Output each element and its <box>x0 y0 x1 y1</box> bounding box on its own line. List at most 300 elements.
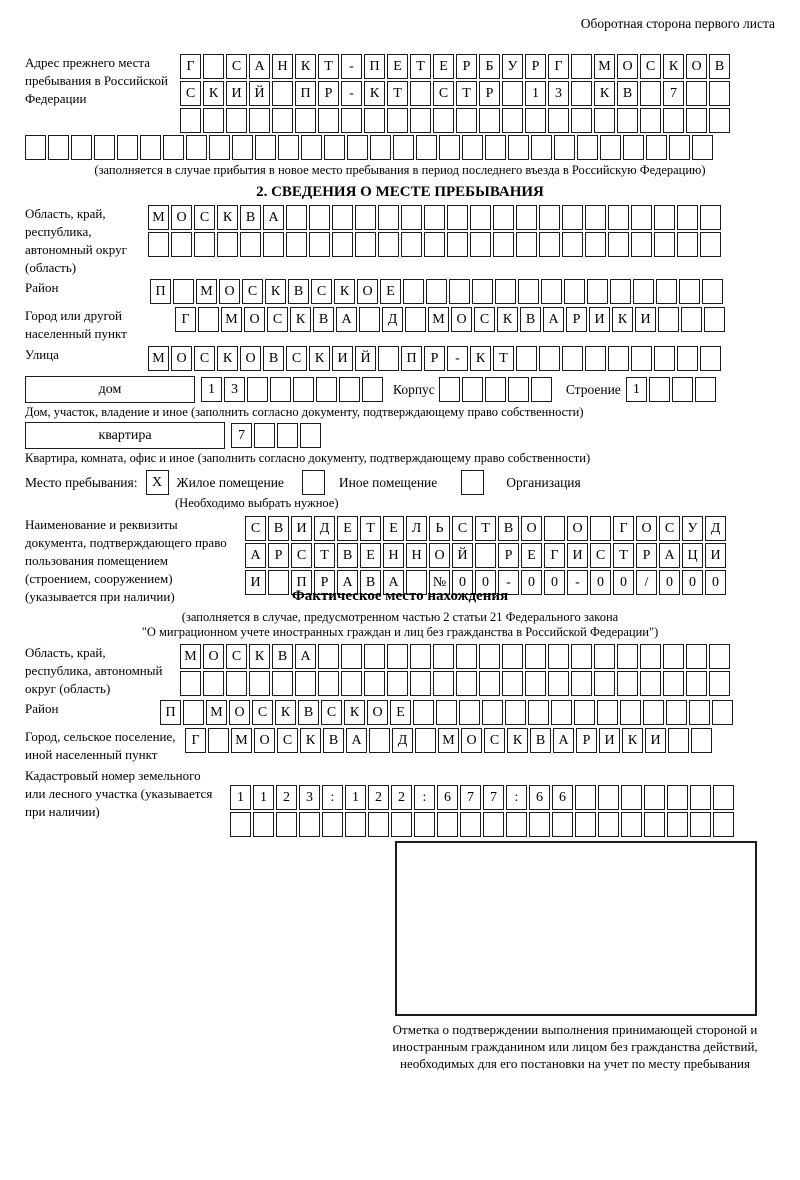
char-cell[interactable] <box>548 108 569 133</box>
char-cell[interactable]: У <box>502 54 523 79</box>
char-cell[interactable] <box>415 728 436 753</box>
char-cell[interactable] <box>460 812 481 837</box>
char-cell[interactable] <box>437 812 458 837</box>
char-cell[interactable] <box>600 135 621 160</box>
char-cell[interactable]: : <box>322 785 343 810</box>
char-cell[interactable]: С <box>321 700 342 725</box>
char-cell[interactable]: Д <box>392 728 413 753</box>
char-cell[interactable] <box>539 346 560 371</box>
char-cell[interactable] <box>405 307 426 332</box>
char-cell[interactable] <box>413 700 434 725</box>
char-cell[interactable]: С <box>267 307 288 332</box>
char-cell[interactable] <box>203 108 224 133</box>
char-cell[interactable] <box>633 279 654 304</box>
char-cell[interactable]: А <box>346 728 367 753</box>
char-cell[interactable] <box>286 232 307 257</box>
char-cell[interactable] <box>668 728 689 753</box>
char-cell[interactable] <box>300 423 321 448</box>
char-cell[interactable]: К <box>470 346 491 371</box>
char-cell[interactable] <box>529 812 550 837</box>
char-cell[interactable]: И <box>567 543 588 568</box>
char-cell[interactable] <box>240 232 261 257</box>
char-cell[interactable]: Г <box>613 516 634 541</box>
char-cell[interactable] <box>272 671 293 696</box>
char-cell[interactable] <box>525 671 546 696</box>
char-cell[interactable]: Г <box>180 54 201 79</box>
char-cell[interactable]: И <box>599 728 620 753</box>
char-cell[interactable] <box>410 108 431 133</box>
char-cell[interactable]: В <box>337 543 358 568</box>
char-cell[interactable] <box>594 644 615 669</box>
char-cell[interactable] <box>585 232 606 257</box>
char-cell[interactable]: И <box>705 543 726 568</box>
char-cell[interactable]: 1 <box>345 785 366 810</box>
char-cell[interactable] <box>686 671 707 696</box>
char-cell[interactable] <box>247 377 268 402</box>
char-cell[interactable] <box>483 812 504 837</box>
char-cell[interactable] <box>270 377 291 402</box>
char-cell[interactable]: Е <box>360 543 381 568</box>
char-cell[interactable]: 3 <box>299 785 320 810</box>
char-cell[interactable] <box>209 135 230 160</box>
char-cell[interactable] <box>544 516 565 541</box>
char-cell[interactable] <box>117 135 138 160</box>
char-cell[interactable]: / <box>636 570 657 595</box>
char-cell[interactable]: В <box>498 516 519 541</box>
char-cell[interactable] <box>502 644 523 669</box>
char-cell[interactable] <box>663 644 684 669</box>
char-cell[interactable]: Р <box>636 543 657 568</box>
char-cell[interactable]: Г <box>548 54 569 79</box>
char-cell[interactable] <box>709 644 730 669</box>
char-cell[interactable] <box>433 644 454 669</box>
char-cell[interactable]: Г <box>175 307 196 332</box>
char-cell[interactable] <box>378 205 399 230</box>
char-cell[interactable] <box>369 728 390 753</box>
char-cell[interactable] <box>479 108 500 133</box>
char-cell[interactable]: Т <box>410 54 431 79</box>
char-cell[interactable] <box>355 232 376 257</box>
char-cell[interactable]: Е <box>380 279 401 304</box>
char-cell[interactable]: Й <box>355 346 376 371</box>
char-cell[interactable] <box>617 644 638 669</box>
char-cell[interactable] <box>516 346 537 371</box>
char-cell[interactable] <box>378 232 399 257</box>
char-cell[interactable] <box>554 135 575 160</box>
char-cell[interactable]: М <box>428 307 449 332</box>
char-cell[interactable] <box>309 205 330 230</box>
char-cell[interactable] <box>180 108 201 133</box>
char-cell[interactable]: К <box>334 279 355 304</box>
char-cell[interactable]: О <box>219 279 240 304</box>
char-cell[interactable] <box>324 135 345 160</box>
char-cell[interactable] <box>562 346 583 371</box>
char-cell[interactable]: Е <box>390 700 411 725</box>
char-cell[interactable] <box>502 81 523 106</box>
char-cell[interactable] <box>702 279 723 304</box>
char-cell[interactable]: С <box>226 54 247 79</box>
char-cell[interactable] <box>449 279 470 304</box>
char-cell[interactable] <box>571 108 592 133</box>
char-cell[interactable]: Т <box>475 516 496 541</box>
char-cell[interactable] <box>644 812 665 837</box>
char-cell[interactable]: М <box>180 644 201 669</box>
char-cell[interactable] <box>254 423 275 448</box>
char-cell[interactable]: Т <box>493 346 514 371</box>
char-cell[interactable] <box>433 671 454 696</box>
char-cell[interactable]: М <box>221 307 242 332</box>
char-cell[interactable] <box>562 232 583 257</box>
char-cell[interactable]: 7 <box>460 785 481 810</box>
char-cell[interactable] <box>617 671 638 696</box>
char-cell[interactable]: Ь <box>429 516 450 541</box>
char-cell[interactable]: Б <box>479 54 500 79</box>
char-cell[interactable]: Е <box>337 516 358 541</box>
char-cell[interactable]: А <box>336 307 357 332</box>
char-cell[interactable]: Е <box>387 54 408 79</box>
char-cell[interactable] <box>709 81 730 106</box>
char-cell[interactable]: 6 <box>552 785 573 810</box>
char-cell[interactable]: 0 <box>705 570 726 595</box>
char-cell[interactable]: 0 <box>682 570 703 595</box>
char-cell[interactable]: К <box>507 728 528 753</box>
char-cell[interactable] <box>25 135 46 160</box>
char-cell[interactable] <box>322 812 343 837</box>
char-cell[interactable] <box>505 700 526 725</box>
char-cell[interactable]: П <box>160 700 181 725</box>
char-cell[interactable]: Й <box>452 543 473 568</box>
char-cell[interactable]: 1 <box>525 81 546 106</box>
char-cell[interactable] <box>163 135 184 160</box>
char-cell[interactable] <box>71 135 92 160</box>
char-cell[interactable]: 2 <box>391 785 412 810</box>
char-cell[interactable] <box>493 232 514 257</box>
char-cell[interactable] <box>472 279 493 304</box>
char-cell[interactable] <box>663 108 684 133</box>
char-cell[interactable] <box>171 232 192 257</box>
char-cell[interactable] <box>198 307 219 332</box>
char-cell[interactable] <box>656 279 677 304</box>
char-cell[interactable] <box>94 135 115 160</box>
char-cell[interactable] <box>470 232 491 257</box>
char-cell[interactable]: Д <box>382 307 403 332</box>
char-cell[interactable] <box>516 205 537 230</box>
char-cell[interactable]: М <box>231 728 252 753</box>
char-cell[interactable] <box>485 377 506 402</box>
char-cell[interactable] <box>575 785 596 810</box>
char-cell[interactable] <box>203 671 224 696</box>
char-cell[interactable] <box>295 671 316 696</box>
char-cell[interactable]: О <box>171 346 192 371</box>
char-cell[interactable] <box>640 671 661 696</box>
char-cell[interactable]: С <box>194 346 215 371</box>
char-cell[interactable] <box>433 108 454 133</box>
char-cell[interactable]: С <box>433 81 454 106</box>
char-cell[interactable]: Е <box>383 516 404 541</box>
char-cell[interactable]: С <box>311 279 332 304</box>
char-cell[interactable]: - <box>341 54 362 79</box>
char-cell[interactable]: В <box>263 346 284 371</box>
char-cell[interactable] <box>277 423 298 448</box>
char-cell[interactable]: И <box>332 346 353 371</box>
char-cell[interactable] <box>226 108 247 133</box>
char-cell[interactable] <box>268 570 289 595</box>
char-cell[interactable] <box>571 644 592 669</box>
char-cell[interactable]: П <box>401 346 422 371</box>
char-cell[interactable]: А <box>543 307 564 332</box>
char-cell[interactable]: О <box>357 279 378 304</box>
char-cell[interactable]: С <box>226 644 247 669</box>
char-cell[interactable]: В <box>268 516 289 541</box>
char-cell[interactable]: : <box>506 785 527 810</box>
char-cell[interactable]: И <box>645 728 666 753</box>
char-cell[interactable] <box>548 644 569 669</box>
char-cell[interactable]: И <box>635 307 656 332</box>
char-cell[interactable]: С <box>452 516 473 541</box>
char-cell[interactable] <box>226 671 247 696</box>
char-cell[interactable] <box>686 644 707 669</box>
char-cell[interactable]: В <box>530 728 551 753</box>
char-cell[interactable] <box>249 108 270 133</box>
char-cell[interactable]: Е <box>433 54 454 79</box>
char-cell[interactable] <box>309 232 330 257</box>
char-cell[interactable]: И <box>291 516 312 541</box>
char-cell[interactable] <box>585 346 606 371</box>
char-cell[interactable] <box>700 346 721 371</box>
char-cell[interactable]: 1 <box>626 377 647 402</box>
char-cell[interactable] <box>180 671 201 696</box>
char-cell[interactable]: В <box>323 728 344 753</box>
char-cell[interactable] <box>528 700 549 725</box>
char-cell[interactable] <box>462 377 483 402</box>
char-cell[interactable]: В <box>360 570 381 595</box>
char-cell[interactable] <box>208 728 229 753</box>
char-cell[interactable]: И <box>226 81 247 106</box>
char-cell[interactable]: 3 <box>224 377 245 402</box>
char-cell[interactable]: В <box>288 279 309 304</box>
char-cell[interactable] <box>646 135 667 160</box>
char-cell[interactable] <box>631 346 652 371</box>
char-cell[interactable]: О <box>686 54 707 79</box>
char-cell[interactable] <box>332 232 353 257</box>
char-cell[interactable]: 0 <box>590 570 611 595</box>
char-cell[interactable]: А <box>553 728 574 753</box>
char-cell[interactable]: Т <box>456 81 477 106</box>
char-cell[interactable]: А <box>383 570 404 595</box>
kvartira-box[interactable]: квартира <box>25 422 225 449</box>
char-cell[interactable]: С <box>194 205 215 230</box>
char-cell[interactable] <box>424 232 445 257</box>
char-cell[interactable]: Р <box>566 307 587 332</box>
char-cell[interactable]: 2 <box>276 785 297 810</box>
char-cell[interactable]: Р <box>314 570 335 595</box>
char-cell[interactable]: В <box>520 307 541 332</box>
char-cell[interactable]: М <box>148 205 169 230</box>
char-cell[interactable]: И <box>589 307 610 332</box>
char-cell[interactable]: А <box>263 205 284 230</box>
char-cell[interactable] <box>686 81 707 106</box>
char-cell[interactable] <box>608 205 629 230</box>
char-cell[interactable] <box>508 135 529 160</box>
char-cell[interactable]: 7 <box>663 81 684 106</box>
char-cell[interactable]: В <box>298 700 319 725</box>
char-cell[interactable] <box>667 812 688 837</box>
char-cell[interactable]: Р <box>525 54 546 79</box>
char-cell[interactable] <box>48 135 69 160</box>
char-cell[interactable]: К <box>300 728 321 753</box>
char-cell[interactable] <box>669 135 690 160</box>
char-cell[interactable] <box>387 108 408 133</box>
char-cell[interactable] <box>424 205 445 230</box>
char-cell[interactable]: К <box>275 700 296 725</box>
char-cell[interactable]: П <box>295 81 316 106</box>
char-cell[interactable] <box>516 232 537 257</box>
char-cell[interactable] <box>525 108 546 133</box>
char-cell[interactable]: Д <box>705 516 726 541</box>
char-cell[interactable] <box>410 81 431 106</box>
char-cell[interactable] <box>426 279 447 304</box>
char-cell[interactable] <box>631 205 652 230</box>
char-cell[interactable] <box>621 785 642 810</box>
char-cell[interactable] <box>631 232 652 257</box>
char-cell[interactable]: М <box>438 728 459 753</box>
char-cell[interactable]: : <box>414 785 435 810</box>
char-cell[interactable]: Т <box>360 516 381 541</box>
char-cell[interactable] <box>410 644 431 669</box>
char-cell[interactable] <box>667 785 688 810</box>
char-cell[interactable] <box>621 812 642 837</box>
char-cell[interactable]: Т <box>387 81 408 106</box>
char-cell[interactable] <box>364 108 385 133</box>
char-cell[interactable] <box>587 279 608 304</box>
char-cell[interactable] <box>640 81 661 106</box>
char-cell[interactable]: Р <box>498 543 519 568</box>
char-cell[interactable] <box>493 205 514 230</box>
char-cell[interactable]: 3 <box>548 81 569 106</box>
char-cell[interactable]: Л <box>406 516 427 541</box>
char-cell[interactable]: М <box>196 279 217 304</box>
char-cell[interactable]: А <box>659 543 680 568</box>
char-cell[interactable] <box>439 377 460 402</box>
char-cell[interactable] <box>577 135 598 160</box>
char-cell[interactable] <box>654 205 675 230</box>
char-cell[interactable] <box>439 135 460 160</box>
char-cell[interactable]: С <box>659 516 680 541</box>
char-cell[interactable] <box>364 644 385 669</box>
char-cell[interactable] <box>552 812 573 837</box>
char-cell[interactable]: К <box>265 279 286 304</box>
char-cell[interactable] <box>571 54 592 79</box>
char-cell[interactable] <box>347 135 368 160</box>
char-cell[interactable] <box>692 135 713 160</box>
char-cell[interactable] <box>640 108 661 133</box>
char-cell[interactable]: - <box>447 346 468 371</box>
char-cell[interactable]: М <box>206 700 227 725</box>
char-cell[interactable]: Г <box>544 543 565 568</box>
char-cell[interactable] <box>700 232 721 257</box>
char-cell[interactable] <box>410 671 431 696</box>
char-cell[interactable] <box>506 812 527 837</box>
char-cell[interactable]: - <box>498 570 519 595</box>
char-cell[interactable]: С <box>590 543 611 568</box>
char-cell[interactable] <box>368 812 389 837</box>
char-cell[interactable] <box>140 135 161 160</box>
char-cell[interactable] <box>649 377 670 402</box>
char-cell[interactable] <box>502 108 523 133</box>
char-cell[interactable] <box>700 205 721 230</box>
char-cell[interactable]: 6 <box>529 785 550 810</box>
char-cell[interactable]: С <box>245 516 266 541</box>
char-cell[interactable] <box>194 232 215 257</box>
char-cell[interactable] <box>677 346 698 371</box>
char-cell[interactable]: Р <box>479 81 500 106</box>
char-cell[interactable] <box>679 279 700 304</box>
char-cell[interactable] <box>359 307 380 332</box>
char-cell[interactable]: - <box>341 81 362 106</box>
char-cell[interactable] <box>575 812 596 837</box>
char-cell[interactable] <box>341 644 362 669</box>
char-cell[interactable] <box>590 516 611 541</box>
char-cell[interactable] <box>539 205 560 230</box>
char-cell[interactable]: К <box>594 81 615 106</box>
char-cell[interactable] <box>495 279 516 304</box>
char-cell[interactable]: К <box>217 346 238 371</box>
dom-box[interactable]: дом <box>25 376 195 403</box>
char-cell[interactable] <box>654 232 675 257</box>
char-cell[interactable] <box>479 644 500 669</box>
char-cell[interactable] <box>508 377 529 402</box>
char-cell[interactable]: К <box>290 307 311 332</box>
char-cell[interactable] <box>318 644 339 669</box>
char-cell[interactable] <box>525 644 546 669</box>
char-cell[interactable] <box>666 700 687 725</box>
char-cell[interactable]: 0 <box>521 570 542 595</box>
char-cell[interactable] <box>345 812 366 837</box>
char-cell[interactable] <box>339 377 360 402</box>
char-cell[interactable] <box>531 135 552 160</box>
char-cell[interactable]: С <box>242 279 263 304</box>
char-cell[interactable] <box>672 377 693 402</box>
char-cell[interactable]: О <box>171 205 192 230</box>
char-cell[interactable]: Н <box>272 54 293 79</box>
char-cell[interactable] <box>598 785 619 810</box>
char-cell[interactable]: О <box>521 516 542 541</box>
char-cell[interactable] <box>597 700 618 725</box>
char-cell[interactable] <box>704 307 725 332</box>
char-cell[interactable] <box>401 232 422 257</box>
char-cell[interactable]: О <box>636 516 657 541</box>
char-cell[interactable]: Ц <box>682 543 703 568</box>
char-cell[interactable] <box>709 108 730 133</box>
char-cell[interactable] <box>564 279 585 304</box>
char-cell[interactable] <box>456 671 477 696</box>
char-cell[interactable] <box>391 812 412 837</box>
char-cell[interactable]: Е <box>521 543 542 568</box>
char-cell[interactable]: К <box>203 81 224 106</box>
char-cell[interactable] <box>594 671 615 696</box>
char-cell[interactable]: Н <box>406 543 427 568</box>
char-cell[interactable]: С <box>180 81 201 106</box>
char-cell[interactable] <box>341 108 362 133</box>
char-cell[interactable] <box>686 108 707 133</box>
char-cell[interactable]: С <box>484 728 505 753</box>
char-cell[interactable]: 6 <box>437 785 458 810</box>
char-cell[interactable]: О <box>617 54 638 79</box>
char-cell[interactable] <box>447 232 468 257</box>
char-cell[interactable] <box>594 108 615 133</box>
char-cell[interactable] <box>370 135 391 160</box>
char-cell[interactable] <box>663 671 684 696</box>
